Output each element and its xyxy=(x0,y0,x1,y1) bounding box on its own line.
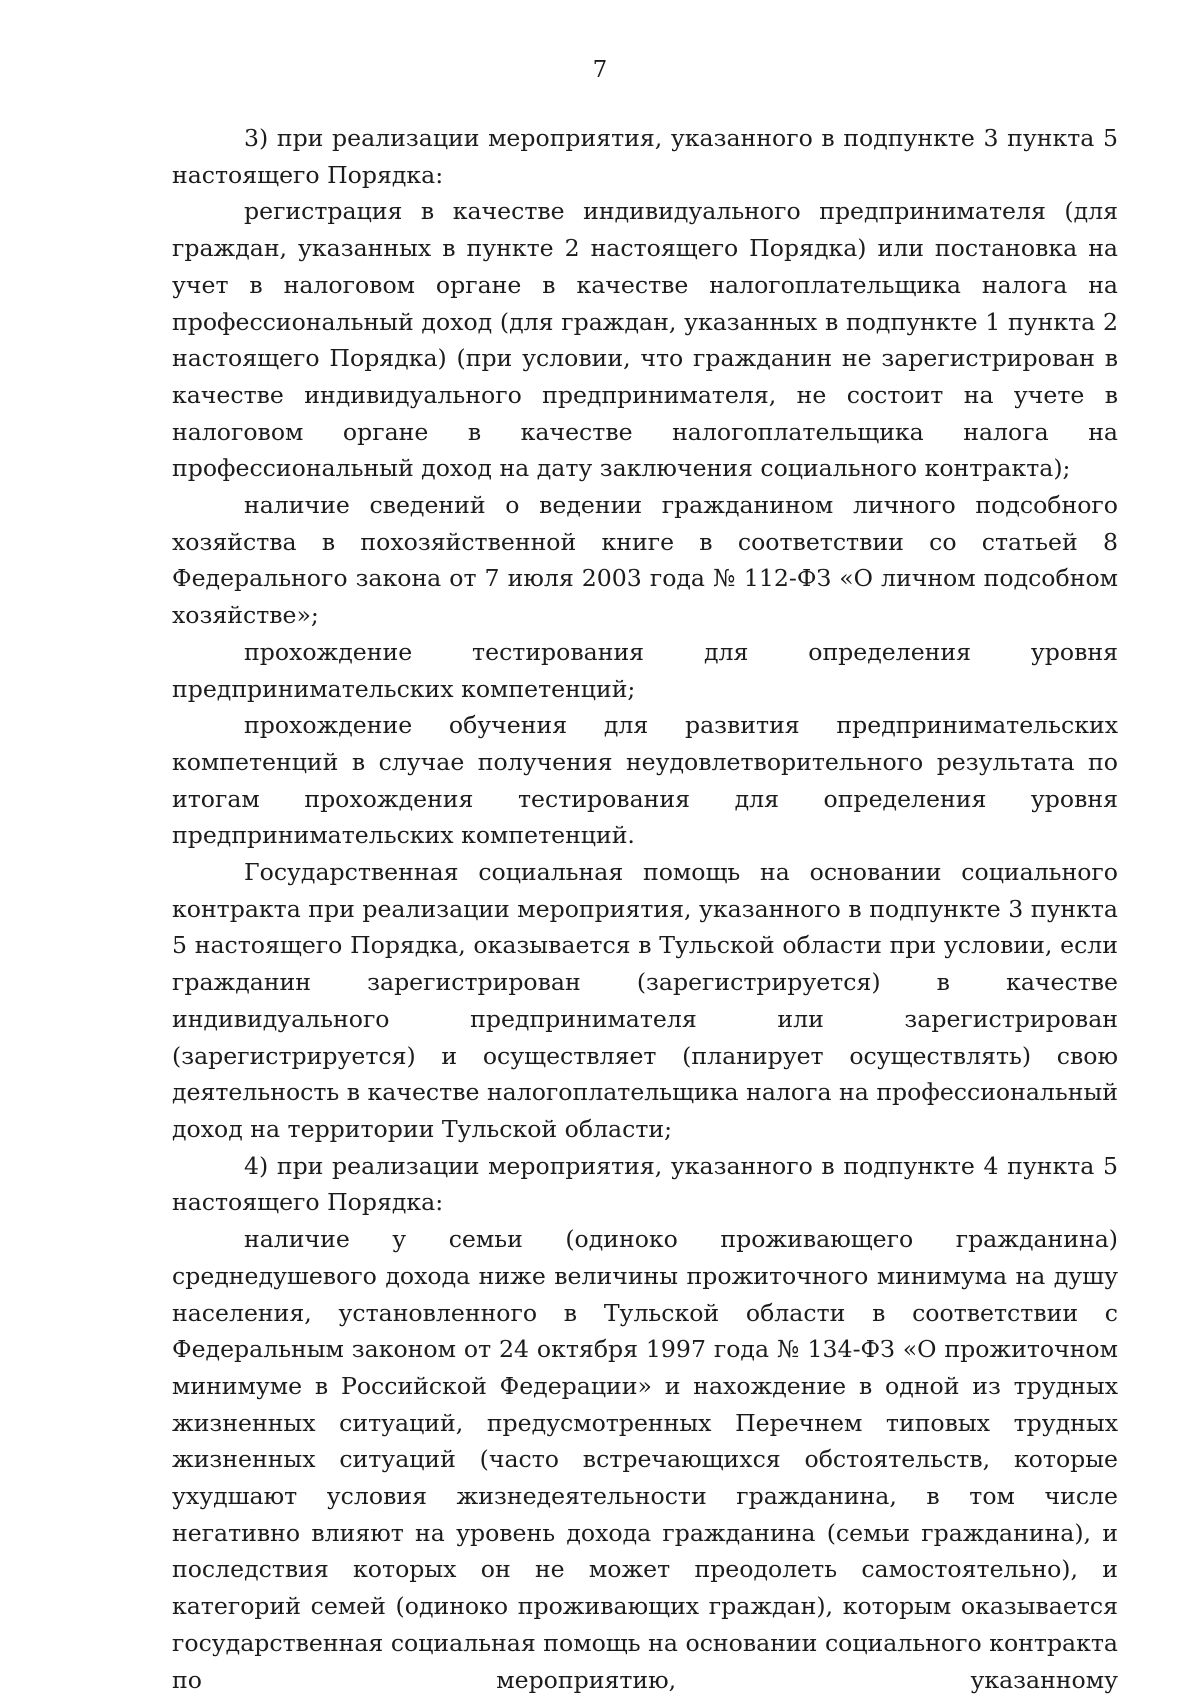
paragraph-item-3-heading: 3) при реализации мероприятия, указанного в подпункте 3 пункта 5 настоящего Порядка: xyxy=(172,124,1118,189)
page-number: 7 xyxy=(592,57,608,83)
paragraph-income-condition: наличие у семьи (одиноко проживающего гражданина) среднедушевого дохода ниже величины прожиточного минимума на душу населения, установленного в Тульской области в соответствии с Федеральным законом от 24 октября 1997 года № 134-ФЗ «О прожиточном минимуме в Российской Федерации» и нахождение в одной из трудных жизненных ситуаций, предусмотренных Перечнем типовых трудных жизненных ситуаций (часто встречающихся обстоятельств, которые ухудшают условия жизнедеятельности гражданина, в том числе негативно влияют на уровень дохода гражданина (семьи гражданина), и последствия которых он не может преодолеть самостоятельно), и категорий семей (одиноко проживающих граждан), которым оказывается государственная социальная помощь на основании социального контракта по мероприятию, указанному xyxy=(172,1225,1118,1694)
paragraph-registration-condition: регистрация в качестве индивидуального предпринимателя (для граждан, указанных в пункте 2 настоящего Порядка) или постановка на учет в налоговом органе в качестве налогоплательщика налога на профессиональный доход (для граждан, указанных в подпункте 1 пункта 2 настоящего Порядка) (при условии, что гражданин не зарегистрирован в качестве индивидуального предпринимателя, не состоит на учете в налоговом органе в качестве налогоплательщика налога на профессиональный доход на дату заключения социального контракта); xyxy=(172,197,1118,483)
paragraph-item-4-heading: 4) при реализации мероприятия, указанного в подпункте 4 пункта 5 настоящего Порядка: xyxy=(172,1151,1118,1217)
paragraph-testing-condition: прохождение тестирования для определения уровня предпринимательских компетенций; xyxy=(172,637,1118,703)
paragraph-household-book-condition: наличие сведений о ведении гражданином личного подсобного хозяйства в похозяйственной книге в соответствии со статьей 8 Федерального закона от 7 июля 2003 года № 112-ФЗ «О личном подсобном хозяйстве»; xyxy=(172,491,1118,630)
paragraph-state-assistance-condition: Государственная социальная помощь на основании социального контракта при реализации мероприятия, указанного в подпункте 3 пункта 5 настоящего Порядка, оказывается в Тульской области при условии, если гражданин зарегистрирован (зарегистрируется) в качестве индивидуального предпринимателя или зарегистрирован (зарегистрируется) и осуществляет (планирует осуществлять) свою деятельность в качестве налогоплательщика налога на профессиональный доход на территории Тульской области; xyxy=(172,858,1118,1143)
document-body xyxy=(172,120,1118,1698)
paragraph-training-condition: прохождение обучения для развития предпринимательских компетенций в случае получения неудовлетворительного результата по итогам прохождения тестирования для определения уровня предпринимательских компетенций. xyxy=(172,711,1118,850)
